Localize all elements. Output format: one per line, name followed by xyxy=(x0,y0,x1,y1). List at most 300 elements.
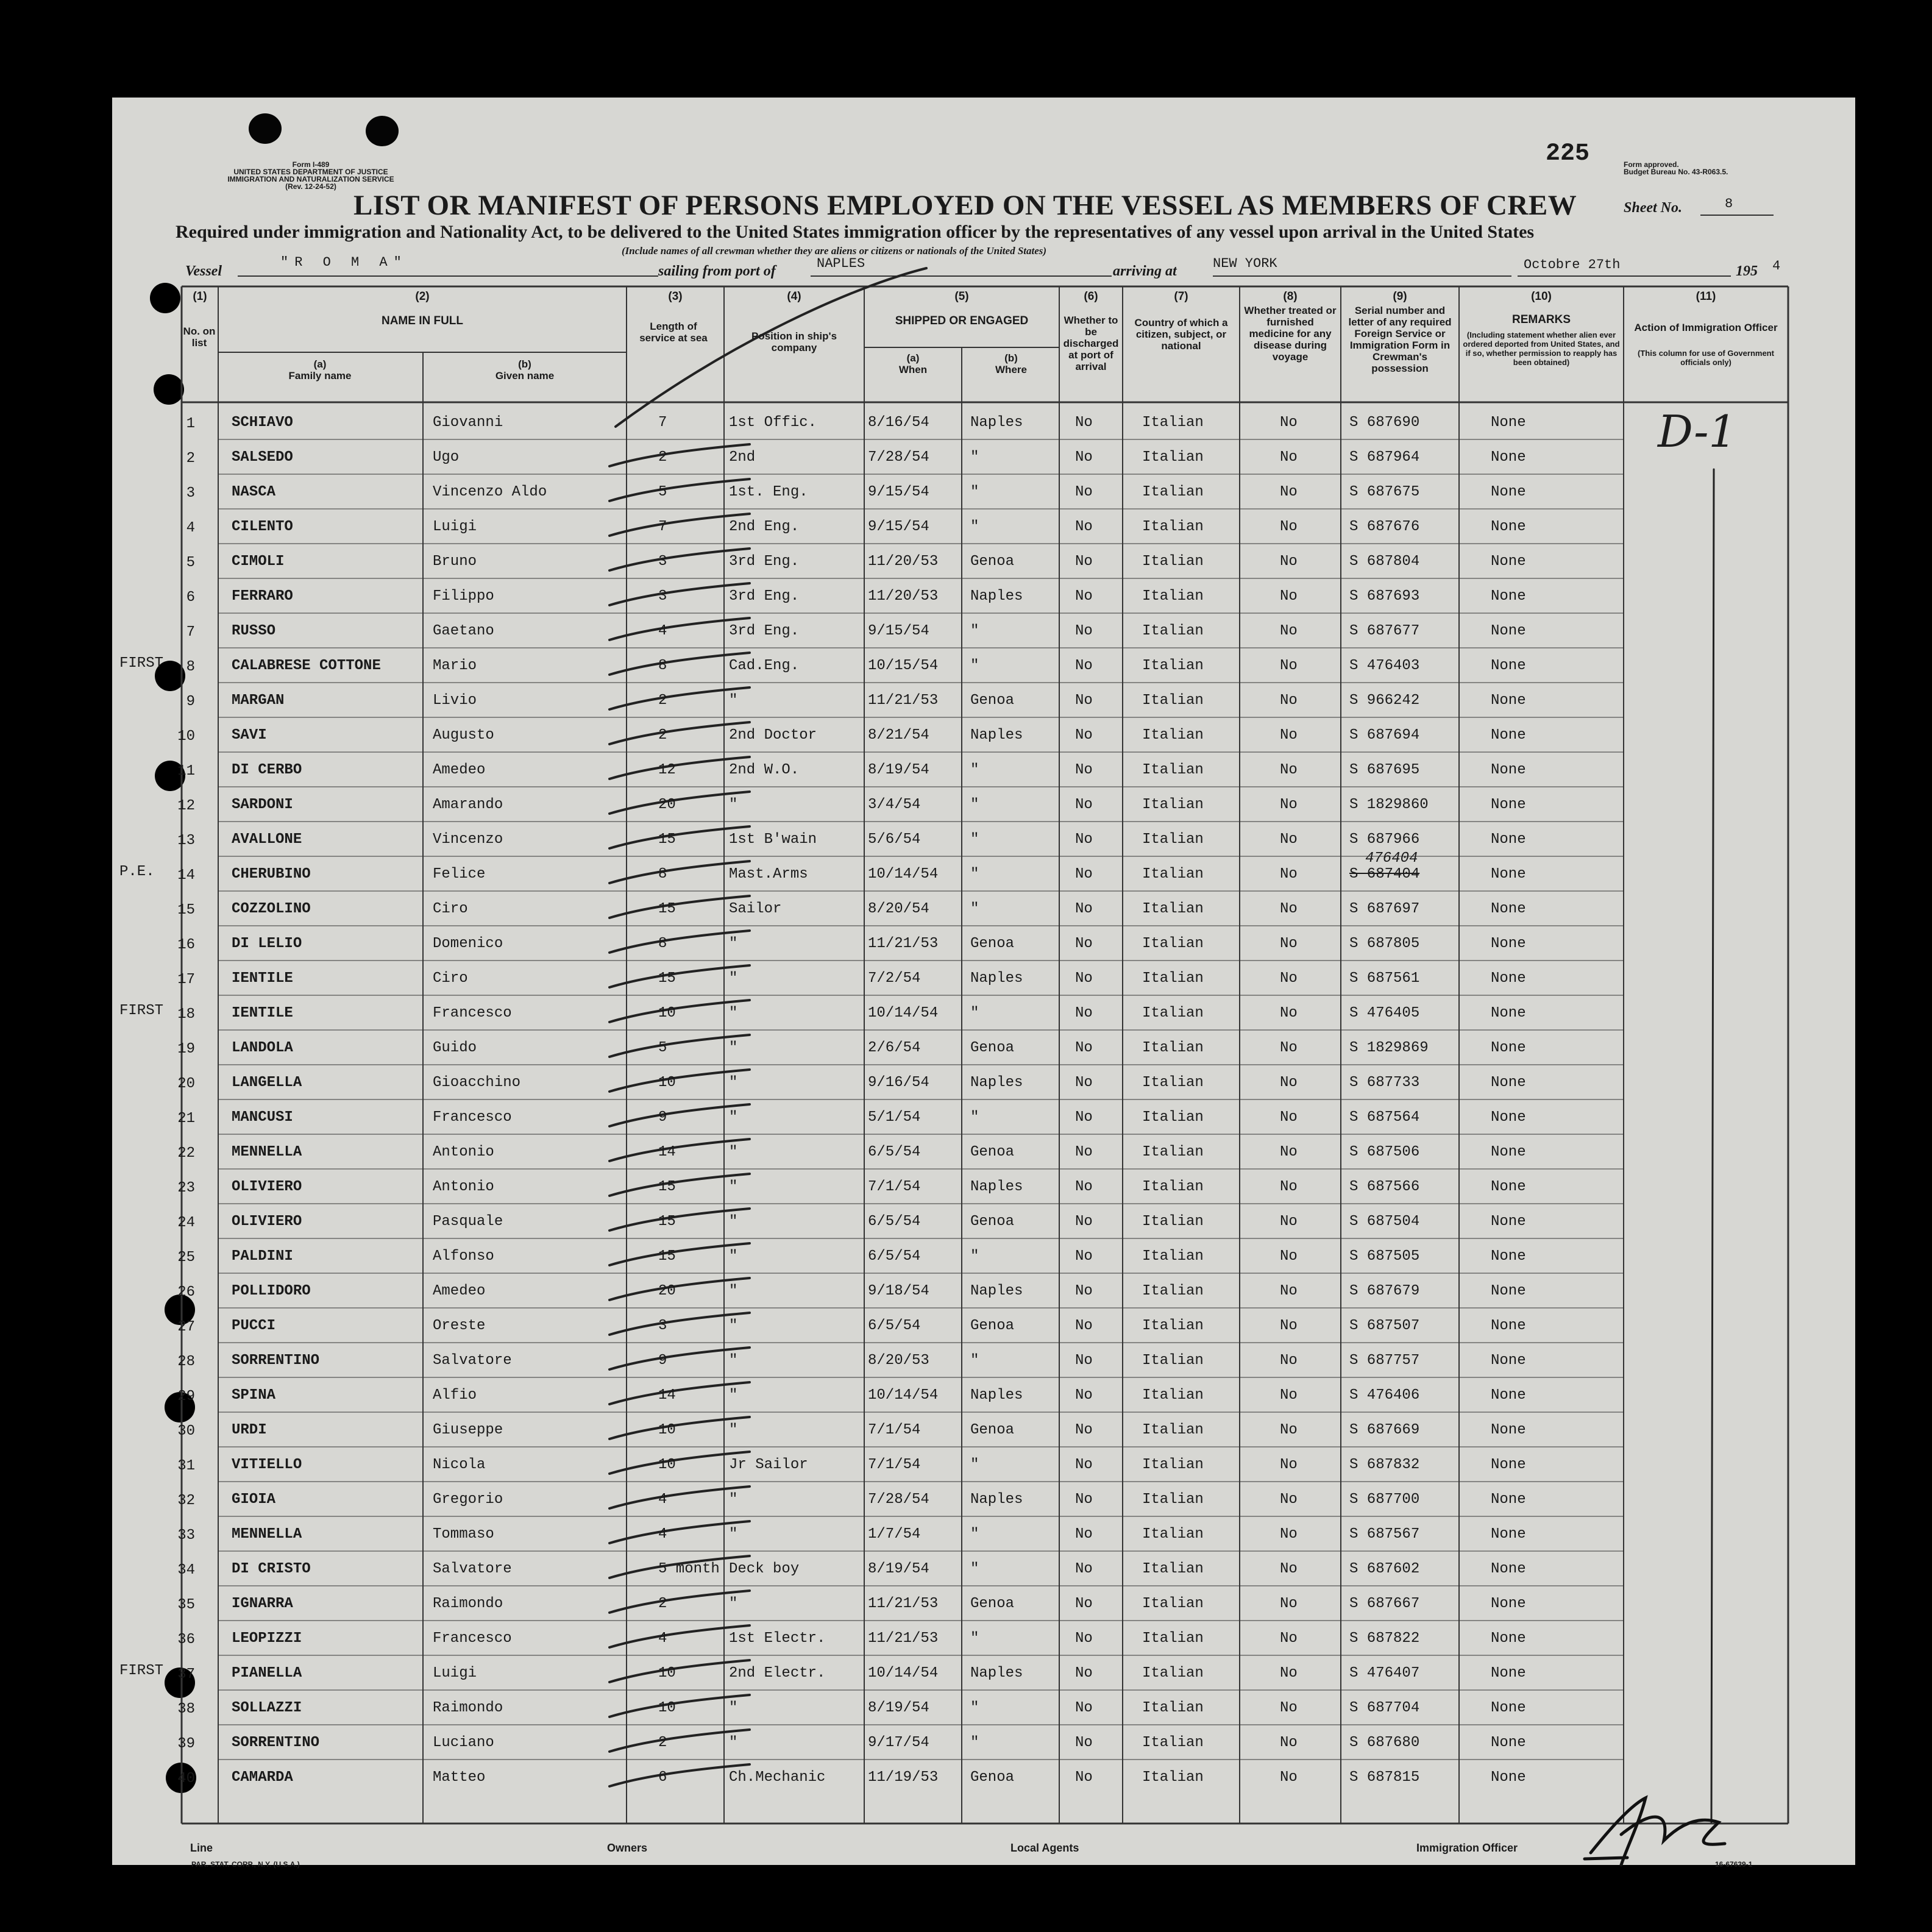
service-length: 6 xyxy=(658,1769,667,1786)
shipped-when: 9/15/54 xyxy=(868,484,929,500)
officer-signature xyxy=(1579,1786,1761,1871)
shipped-when: 9/17/54 xyxy=(868,1735,929,1751)
discharged: No xyxy=(1075,1144,1093,1160)
row-number: 19 xyxy=(177,1041,195,1057)
discharged: No xyxy=(1075,692,1093,709)
family-name: CHERUBINO xyxy=(232,866,311,883)
shipped-when: 10/14/54 xyxy=(868,1665,939,1682)
shipped-when: 7/2/54 xyxy=(868,970,921,987)
discharged: No xyxy=(1075,1630,1093,1647)
service-length: 10 xyxy=(658,1422,676,1438)
country: Italian xyxy=(1142,762,1204,778)
crew-row xyxy=(177,717,1624,752)
treated: No xyxy=(1280,484,1298,500)
discharged: No xyxy=(1075,623,1093,639)
given-name: Francesco xyxy=(433,1630,512,1647)
serial-number: S 687679 xyxy=(1349,1283,1420,1299)
country: Italian xyxy=(1142,1457,1204,1473)
col10-header: REMARKS xyxy=(1511,313,1571,326)
serial-number: S 687757 xyxy=(1349,1352,1420,1369)
given-name: Giovanni xyxy=(433,414,503,431)
country: Italian xyxy=(1142,1735,1204,1751)
footer-form-code: 16-67639-1 xyxy=(1715,1860,1753,1869)
serial-number: S 687704 xyxy=(1349,1700,1420,1716)
remarks: None xyxy=(1491,727,1526,744)
treated: No xyxy=(1280,623,1298,639)
shipped-where: " xyxy=(970,623,979,639)
treated: No xyxy=(1280,970,1298,987)
shipped-when: 9/15/54 xyxy=(868,519,929,535)
position: " xyxy=(729,1074,738,1091)
treated: No xyxy=(1280,692,1298,709)
col1-header: No. on list xyxy=(183,325,216,349)
given-name: Antonio xyxy=(433,1144,494,1160)
family-name: CALABRESE COTTONE xyxy=(232,658,381,674)
discharged: No xyxy=(1075,1700,1093,1716)
row-number: 35 xyxy=(177,1597,195,1613)
position: Sailor xyxy=(729,901,782,917)
given-name: Raimondo xyxy=(433,1700,503,1716)
serial-number: S 687966 xyxy=(1349,831,1420,848)
row-number: 38 xyxy=(177,1701,195,1717)
given-name: Salvatore xyxy=(433,1561,512,1577)
crew-row xyxy=(177,787,1624,822)
col7-number: (7) xyxy=(1174,290,1188,303)
crew-row xyxy=(177,850,1624,891)
family-name: SPINA xyxy=(232,1387,276,1404)
crew-row xyxy=(182,474,1624,509)
position: 2nd Eng. xyxy=(729,519,800,535)
col4-header: Position in ship's company xyxy=(751,330,837,353)
treated: No xyxy=(1280,1735,1298,1751)
serial-number: S 687676 xyxy=(1349,519,1420,535)
shipped-when: 9/18/54 xyxy=(868,1283,929,1299)
shipped-when: 11/21/53 xyxy=(868,1596,939,1612)
remarks: None xyxy=(1491,1665,1526,1682)
remarks: None xyxy=(1491,1179,1526,1195)
shipped-when: 6/5/54 xyxy=(868,1318,921,1334)
family-name: LEOPIZZI xyxy=(232,1630,302,1647)
given-name: Luigi xyxy=(433,1665,477,1682)
service-length: 2 xyxy=(658,692,667,709)
treated: No xyxy=(1280,762,1298,778)
given-name: Matteo xyxy=(433,1769,486,1786)
given-name: Francesco xyxy=(433,1109,512,1126)
discharged: No xyxy=(1075,1248,1093,1265)
position: 1st B'wain xyxy=(729,831,817,848)
serial-number: S 687805 xyxy=(1349,936,1420,952)
remarks: None xyxy=(1491,1283,1526,1299)
service-length: 15 xyxy=(658,1179,676,1195)
serial-number: S 687567 xyxy=(1349,1526,1420,1543)
family-name: PALDINI xyxy=(232,1248,293,1265)
shipped-where: " xyxy=(970,797,979,813)
shipped-where: " xyxy=(970,901,979,917)
family-name: COZZOLINO xyxy=(232,901,311,917)
row-number: 15 xyxy=(177,902,195,918)
shipped-when: 5/1/54 xyxy=(868,1109,921,1126)
remarks: None xyxy=(1491,1596,1526,1612)
remarks: None xyxy=(1491,1352,1526,1369)
row-number: 40 xyxy=(177,1770,195,1787)
col5a-header: (a) When xyxy=(898,352,928,375)
shipped-where: Genoa xyxy=(970,936,1015,952)
arriving-at: NEW YORK xyxy=(1213,256,1277,271)
shipped-when: 11/21/53 xyxy=(868,692,939,709)
crew-row xyxy=(177,1412,1624,1447)
service-length: 12 xyxy=(658,762,676,778)
margin-note: FIRST xyxy=(119,1663,164,1679)
crew-row xyxy=(177,1725,1624,1760)
row-number: 18 xyxy=(177,1006,195,1023)
remarks: None xyxy=(1491,1144,1526,1160)
sheet-label: Sheet No. xyxy=(1624,200,1682,216)
treated: No xyxy=(1280,1179,1298,1195)
family-name: MENNELLA xyxy=(232,1144,302,1160)
shipped-where: " xyxy=(970,519,979,535)
crew-row xyxy=(177,1621,1624,1655)
country: Italian xyxy=(1142,1700,1204,1716)
col11-header: Action of Immigration Officer xyxy=(1634,322,1778,333)
crew-row xyxy=(177,1377,1624,1412)
treated: No xyxy=(1280,1352,1298,1369)
discharged: No xyxy=(1075,414,1093,431)
position: " xyxy=(729,1422,738,1438)
serial-number: S 687804 xyxy=(1349,553,1420,570)
country: Italian xyxy=(1142,553,1204,570)
service-length: 3 xyxy=(658,1318,667,1334)
shipped-when: 6/5/54 xyxy=(868,1248,921,1265)
family-name: CAMARDA xyxy=(232,1769,293,1786)
family-name: MENNELLA xyxy=(232,1526,302,1543)
serial-number: S 476403 xyxy=(1349,658,1420,674)
shipped-when: 10/14/54 xyxy=(868,866,939,883)
col2-header: NAME IN FULL xyxy=(381,314,464,327)
service-length: 2 xyxy=(658,727,667,744)
footer-local-agents-label: Local Agents xyxy=(1010,1842,1079,1854)
col8-header: Whether treated or furnished medicine for any disease during voyage xyxy=(1244,305,1337,363)
treated: No xyxy=(1280,1526,1298,1543)
given-name: Ciro xyxy=(433,901,468,917)
row-number: 33 xyxy=(177,1527,195,1544)
given-name: Mario xyxy=(433,658,477,674)
position: 1st. Eng. xyxy=(729,484,808,500)
position: " xyxy=(729,1040,738,1056)
shipped-where: " xyxy=(970,1526,979,1543)
given-name: Luciano xyxy=(433,1735,494,1751)
row-number: 37 xyxy=(177,1666,195,1683)
shipped-where: Naples xyxy=(970,1491,1023,1508)
shipped-where: " xyxy=(970,1248,979,1265)
shipped-when: 6/5/54 xyxy=(868,1144,921,1160)
treated: No xyxy=(1280,1040,1298,1056)
discharged: No xyxy=(1075,553,1093,570)
given-name: Domenico xyxy=(433,936,503,952)
form-info: Form I-489 UNITED STATES DEPARTMENT OF JUSTICE IMMIGRATION AND NATURALIZATION SERVICE (Rev. 12-24-52) xyxy=(227,160,394,191)
discharged: No xyxy=(1075,449,1093,466)
shipped-where: Genoa xyxy=(970,1040,1015,1056)
crew-row xyxy=(177,1343,1624,1377)
col6-header: Whether to be discharged at port of arrival xyxy=(1063,314,1119,372)
col3-header: Length of service at sea xyxy=(639,321,708,344)
crew-row xyxy=(177,926,1624,961)
remarks: None xyxy=(1491,797,1526,813)
family-name: MARGAN xyxy=(232,692,285,709)
shipped-when: 11/20/53 xyxy=(868,588,939,605)
serial-number: S 476406 xyxy=(1349,1387,1420,1404)
given-name: Ugo xyxy=(433,449,460,466)
country: Italian xyxy=(1142,1179,1204,1195)
shipped-when: 1/7/54 xyxy=(868,1526,921,1543)
row-number: 12 xyxy=(177,798,195,814)
country: Italian xyxy=(1142,797,1204,813)
remarks: None xyxy=(1491,831,1526,848)
country: Italian xyxy=(1142,1318,1204,1334)
crew-row xyxy=(182,683,1624,717)
shipped-where: " xyxy=(970,1735,979,1751)
serial-number: S 687507 xyxy=(1349,1318,1420,1334)
treated: No xyxy=(1280,1109,1298,1126)
discharged: No xyxy=(1075,936,1093,952)
col2-number: (2) xyxy=(415,290,430,303)
service-length: 4 xyxy=(658,1526,667,1543)
position: " xyxy=(729,1526,738,1543)
shipped-where: Naples xyxy=(970,588,1023,605)
shipped-where: Naples xyxy=(970,970,1023,987)
serial-number: S 687602 xyxy=(1349,1561,1420,1577)
discharged: No xyxy=(1075,1213,1093,1230)
crew-row xyxy=(177,1551,1624,1586)
discharged: No xyxy=(1075,1109,1093,1126)
remarks: None xyxy=(1491,1005,1526,1021)
treated: No xyxy=(1280,1596,1298,1612)
crew-row xyxy=(182,509,1624,544)
country: Italian xyxy=(1142,1144,1204,1160)
crew-row xyxy=(177,1760,1624,1794)
shipped-when: 2/6/54 xyxy=(868,1040,921,1056)
position: " xyxy=(729,1144,738,1160)
country: Italian xyxy=(1142,449,1204,466)
footer-immigration-officer-label: Immigration Officer xyxy=(1416,1842,1518,1854)
position: 2nd xyxy=(729,449,756,466)
family-name: SALSEDO xyxy=(232,449,293,466)
given-name: Antonio xyxy=(433,1179,494,1195)
shipped-where: " xyxy=(970,762,979,778)
remarks: None xyxy=(1491,414,1526,431)
position: " xyxy=(729,1005,738,1021)
service-length: 9 xyxy=(658,1352,667,1369)
family-name: SOLLAZZI xyxy=(232,1700,302,1716)
given-name: Salvatore xyxy=(433,1352,512,1369)
col7-header: Country of which a citizen, subject, or national xyxy=(1134,317,1228,352)
crew-row xyxy=(177,1586,1624,1621)
discharged: No xyxy=(1075,1526,1093,1543)
shipped-where: Naples xyxy=(970,414,1023,431)
serial-number: S 687832 xyxy=(1349,1457,1420,1473)
arriving-label: arriving at xyxy=(1113,263,1177,279)
discharged: No xyxy=(1075,1665,1093,1682)
treated: No xyxy=(1280,449,1298,466)
remarks: None xyxy=(1491,1422,1526,1438)
country: Italian xyxy=(1142,1352,1204,1369)
position: 2nd Doctor xyxy=(729,727,817,744)
remarks: None xyxy=(1491,762,1526,778)
shipped-when: 10/15/54 xyxy=(868,658,939,674)
position: " xyxy=(729,936,738,952)
family-name: MANCUSI xyxy=(232,1109,293,1126)
serial-number: S 687506 xyxy=(1349,1144,1420,1160)
shipped-where: " xyxy=(970,1005,979,1021)
row-number: 29 xyxy=(177,1388,195,1405)
serial-number: S 687566 xyxy=(1349,1179,1420,1195)
row-number: 23 xyxy=(177,1180,195,1196)
row-number: 8 xyxy=(186,659,195,675)
service-length: 15 xyxy=(658,901,676,917)
remarks: None xyxy=(1491,449,1526,466)
crew-row xyxy=(182,613,1624,648)
service-length: 10 xyxy=(658,1074,676,1091)
given-name: Nicola xyxy=(433,1457,486,1473)
treated: No xyxy=(1280,901,1298,917)
treated: No xyxy=(1280,1213,1298,1230)
service-length: 15 xyxy=(658,1248,676,1265)
discharged: No xyxy=(1075,1352,1093,1369)
position: " xyxy=(729,1318,738,1334)
serial-number: S 687564 xyxy=(1349,1109,1420,1126)
given-name: Tommaso xyxy=(433,1526,494,1543)
remarks: None xyxy=(1491,1318,1526,1334)
shipped-when: 9/16/54 xyxy=(868,1074,929,1091)
discharged: No xyxy=(1075,588,1093,605)
family-name: DI CERBO xyxy=(232,762,302,778)
service-length: 2 xyxy=(658,449,667,466)
service-length: 9 xyxy=(658,1109,667,1126)
remarks: None xyxy=(1491,1040,1526,1056)
shipped-when: 3/4/54 xyxy=(868,797,921,813)
remarks: None xyxy=(1491,1387,1526,1404)
crew-row xyxy=(177,1204,1624,1238)
remarks: None xyxy=(1491,1630,1526,1647)
crew-row xyxy=(177,1482,1624,1516)
serial-number: S 687695 xyxy=(1349,762,1420,778)
service-length: 10 xyxy=(658,1457,676,1473)
shipped-where: " xyxy=(970,658,979,674)
family-name: IENTILE xyxy=(232,970,293,987)
remarks: None xyxy=(1491,519,1526,535)
row-number: 21 xyxy=(177,1110,195,1127)
footer-line-label: Line xyxy=(190,1842,213,1854)
serial-number: S 966242 xyxy=(1349,692,1420,709)
discharged: No xyxy=(1075,762,1093,778)
given-name: Gaetano xyxy=(433,623,494,639)
treated: No xyxy=(1280,1769,1298,1786)
position: " xyxy=(729,1735,738,1751)
treated: No xyxy=(1280,797,1298,813)
family-name: LANDOLA xyxy=(232,1040,293,1056)
discharged: No xyxy=(1075,1769,1093,1786)
row-number: 13 xyxy=(177,833,195,849)
country: Italian xyxy=(1142,1387,1204,1404)
discharged: No xyxy=(1075,658,1093,674)
crew-row xyxy=(182,439,1624,474)
row-number: 34 xyxy=(177,1562,195,1579)
treated: No xyxy=(1280,1144,1298,1160)
remarks: None xyxy=(1491,588,1526,605)
position: " xyxy=(729,1700,738,1716)
service-length: 20 xyxy=(658,797,676,813)
crew-row xyxy=(177,961,1624,995)
shipped-when: 8/19/54 xyxy=(868,1700,929,1716)
country: Italian xyxy=(1142,901,1204,917)
family-name: IENTILE xyxy=(232,1005,293,1021)
discharged: No xyxy=(1075,1457,1093,1473)
remarks: None xyxy=(1491,1074,1526,1091)
shipped-where: " xyxy=(970,1700,979,1716)
country: Italian xyxy=(1142,1769,1204,1786)
shipped-when: 8/21/54 xyxy=(868,727,929,744)
col8-number: (8) xyxy=(1283,290,1298,303)
shipped-when: 8/16/54 xyxy=(868,414,929,431)
crew-row xyxy=(177,1134,1624,1169)
family-name: SCHIAVO xyxy=(232,414,293,431)
shipped-where: " xyxy=(970,1630,979,1647)
shipped-when: 7/28/54 xyxy=(868,449,929,466)
country: Italian xyxy=(1142,519,1204,535)
discharged: No xyxy=(1075,797,1093,813)
country: Italian xyxy=(1142,1526,1204,1543)
margin-note: P.E. xyxy=(119,864,155,880)
arrival-date: Octobre 27th xyxy=(1524,257,1621,272)
service-length: 4 xyxy=(658,1491,667,1508)
serial-number: S 687690 xyxy=(1349,414,1420,431)
officer-action: D-1 xyxy=(1658,406,1737,457)
serial-number: S 687680 xyxy=(1349,1735,1420,1751)
given-name: Gregorio xyxy=(433,1491,503,1508)
given-name: Filippo xyxy=(433,588,494,605)
treated: No xyxy=(1280,553,1298,570)
row-number: 3 xyxy=(186,485,195,502)
discharged: No xyxy=(1075,1074,1093,1091)
row-number: 2 xyxy=(186,450,195,467)
crew-row xyxy=(177,1690,1624,1725)
country: Italian xyxy=(1142,866,1204,883)
crew-row xyxy=(177,1655,1624,1690)
position: Mast.Arms xyxy=(729,866,808,883)
service-length: 8 xyxy=(658,658,667,674)
service-length: 7 xyxy=(658,519,667,535)
row-number: 5 xyxy=(186,555,195,571)
treated: No xyxy=(1280,1491,1298,1508)
shipped-where: Genoa xyxy=(970,553,1015,570)
service-length: 15 xyxy=(658,970,676,987)
col11-number: (11) xyxy=(1696,290,1716,303)
row-number: 6 xyxy=(186,589,195,606)
country: Italian xyxy=(1142,1109,1204,1126)
remarks: None xyxy=(1491,484,1526,500)
shipped-where: Genoa xyxy=(970,1318,1015,1334)
discharged: No xyxy=(1075,901,1093,917)
serial-number: S 687700 xyxy=(1349,1491,1420,1508)
discharged: No xyxy=(1075,484,1093,500)
treated: No xyxy=(1280,1318,1298,1334)
year-prefix: 195 xyxy=(1736,263,1758,279)
shipped-where: Naples xyxy=(970,1179,1023,1195)
col2a-header: (a) Family name xyxy=(288,358,352,382)
treated: No xyxy=(1280,1074,1298,1091)
family-name: CIMOLI xyxy=(232,553,285,570)
serial-number: S 687677 xyxy=(1349,623,1420,639)
vessel-name: "R O M A" xyxy=(280,255,408,270)
